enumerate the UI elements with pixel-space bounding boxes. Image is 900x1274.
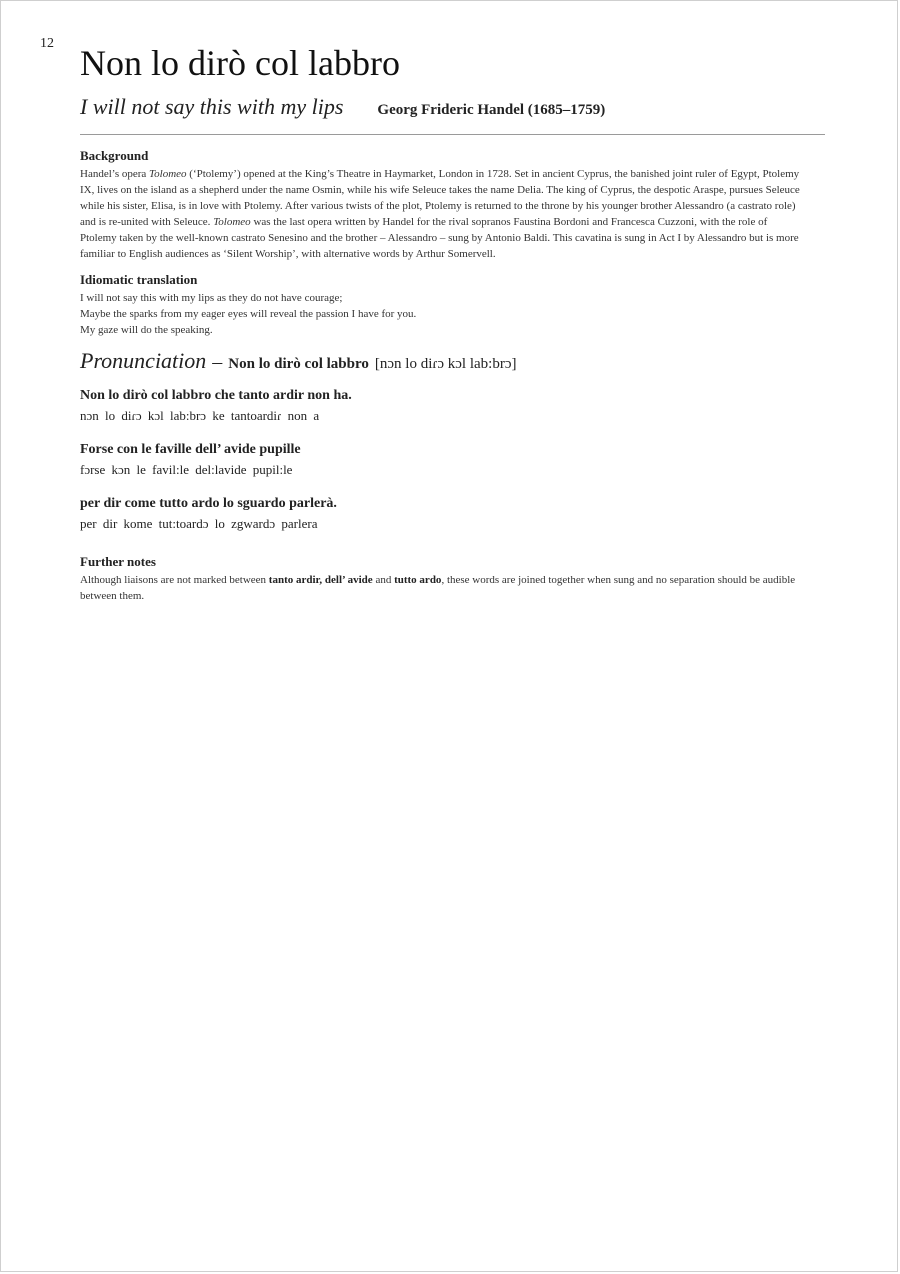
pronunciation-title: Non lo dirò col labbro <box>228 356 369 372</box>
notes-bold-2: tutto ardo <box>394 574 442 586</box>
lyric-line <box>80 440 800 480</box>
lyric-text: Non lo dirò col labbro che tanto ardir non ha. <box>80 388 352 403</box>
subtitle-row <box>80 94 825 120</box>
composer: Georg Frideric Handel (1685–1759) <box>377 102 606 118</box>
content <box>80 148 800 614</box>
page-title: Non lo dirò col labbro <box>80 43 400 83</box>
further-notes-paragraph <box>80 572 800 604</box>
background-text-3: was the last opera written by Handel for the rival sopranos Faustina Bordoni and Francesca Cuzzoni, with the role of Ptolemy taken by the well-known castrato Senesino and the brother – Alessandro – sung by Antonio Baldi. This cavatina is sung in Act I by Alessandro but is more familiar to English audiences as ‘Silent Worship’, with alternative words by Arthur Somervell. <box>80 216 799 260</box>
lyric-text: Forse con le faville dell’ avide pupille <box>80 442 301 457</box>
background-paragraph <box>80 166 800 262</box>
notes-text-3: , these words are joined together when sung and no separation should be audible between them. <box>80 574 796 602</box>
notes-text-1: Although liaisons are not marked between <box>80 574 269 586</box>
translation-line: I will not say this with my lips as they do not have courage; <box>80 292 343 304</box>
lyric-ipa: per dir kome tut:toardɔ lo zgwardɔ parlera <box>80 516 318 531</box>
notes-bold-1: tanto ardir, dell’ avide <box>268 574 373 586</box>
page-number: 12 <box>40 36 54 51</box>
background-heading: Background <box>80 148 149 163</box>
background-opera-title-2: Tolomeo <box>213 216 251 228</box>
notes-text-2: and <box>372 574 395 586</box>
header-divider <box>80 134 825 135</box>
pronunciation-heading <box>80 348 800 374</box>
further-notes-section <box>80 554 800 604</box>
background-text-2: (‘Ptolemy’) opened at the King’s Theatre in Haymarket, London in 1728. Set in ancient Cyprus, the banished joint ruler of Egypt, Ptolemy IX, lives on the island as a shepherd under the name Osmin, while his wife Seleuce takes the name Delia. The king of Cyprus, the despotic Araspe, pursues Seleuce while his sister, Elisa, is in love with Ptolemy. After various twists of the plot, Ptolemy is returned to the throne by his younger brother Alessandro (a castrato role) and is re-united with Seleuce. <box>80 168 800 228</box>
further-notes-heading: Further notes <box>80 554 156 569</box>
pronunciation-title-ipa: [nɔn lo diɾɔ kɔl lab:brɔ] <box>374 356 517 372</box>
lyric-ipa: fɔrse kɔn le favil:le del:lavide pupil:le <box>80 462 293 477</box>
lyric-line <box>80 494 800 534</box>
pronunciation-label: Pronunciation <box>80 348 207 373</box>
background-text-1: Handel’s opera <box>80 168 150 180</box>
translation-line: Maybe the sparks from my eager eyes will reveal the passion I have for you. <box>80 308 417 320</box>
translation-section <box>80 272 800 338</box>
pronunciation-dash: – <box>212 351 223 373</box>
lyric-ipa: nɔn lo diɾɔ kɔl lab:brɔ ke tantoardiɾ non a <box>80 408 320 423</box>
lyric-text: per dir come tutto ardo lo sguardo parlerà. <box>80 496 337 511</box>
background-opera-title-1: Tolomeo <box>149 168 187 180</box>
background-section <box>80 148 800 262</box>
translation-line: My gaze will do the speaking. <box>80 324 213 336</box>
subtitle: I will not say this with my lips <box>80 94 344 119</box>
lyric-line <box>80 386 800 426</box>
translation-heading: Idiomatic translation <box>80 272 198 287</box>
